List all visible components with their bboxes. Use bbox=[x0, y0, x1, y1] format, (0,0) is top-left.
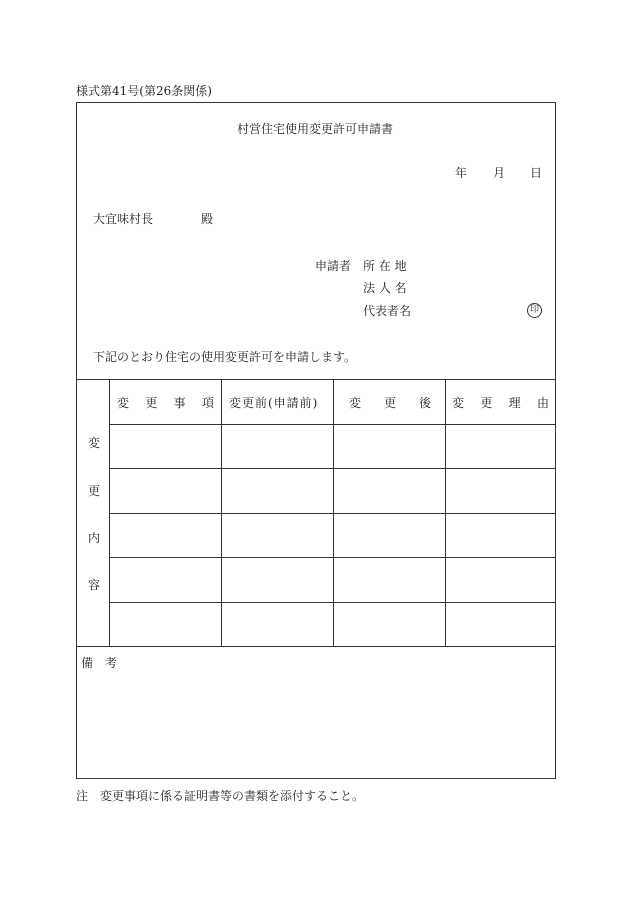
corp-name-label: 法 人 名 bbox=[363, 281, 407, 295]
applicant-label: 申請者 bbox=[315, 259, 352, 273]
header-char: 後 bbox=[418, 396, 431, 410]
addressee-honorific: 殿 bbox=[201, 212, 214, 226]
address-label: 所 在 地 bbox=[363, 259, 407, 273]
section-label-char-4: 容 bbox=[88, 578, 101, 592]
header-change-reason bbox=[452, 396, 549, 410]
header-char: 項 bbox=[201, 396, 214, 410]
table-bottom-line bbox=[76, 646, 556, 647]
date-day: 日 bbox=[530, 166, 543, 180]
header-char: 更 bbox=[383, 396, 396, 410]
footnote: 注 変更事項に係る証明書等の書類を添付すること。 bbox=[76, 789, 365, 803]
row-line-4 bbox=[109, 602, 556, 603]
header-bottom-line bbox=[109, 424, 556, 425]
date-month: 月 bbox=[493, 166, 506, 180]
header-char: 変 bbox=[117, 396, 130, 410]
addressee-name: 大宜味村長 bbox=[93, 212, 154, 226]
date-year: 年 bbox=[455, 166, 468, 180]
header-before-change: 変更前(申請前) bbox=[229, 396, 319, 410]
form-outer-border bbox=[76, 102, 556, 779]
header-char: 理 bbox=[508, 396, 521, 410]
section-label-char-2: 更 bbox=[88, 484, 101, 498]
row-line-1 bbox=[109, 468, 556, 469]
row-line-2 bbox=[109, 513, 556, 514]
section-label-char-3: 内 bbox=[88, 531, 101, 545]
header-after-change bbox=[349, 396, 431, 410]
section-label-char-1: 変 bbox=[88, 436, 101, 450]
seal-mark: 印 bbox=[527, 303, 542, 318]
request-text: 下記のとおり住宅の使用変更許可を申請します。 bbox=[93, 350, 357, 364]
header-change-item bbox=[117, 396, 214, 410]
header-char: 変 bbox=[452, 396, 465, 410]
representative-label: 代表者名 bbox=[363, 304, 412, 318]
remarks-label: 備 考 bbox=[81, 656, 118, 670]
header-char: 由 bbox=[536, 396, 549, 410]
header-char: 変 bbox=[349, 396, 362, 410]
header-char: 更 bbox=[145, 396, 158, 410]
document-title: 村営住宅使用変更許可申請書 bbox=[237, 122, 394, 136]
table-top-line bbox=[76, 379, 556, 380]
header-char: 更 bbox=[480, 396, 493, 410]
header-char: 事 bbox=[173, 396, 186, 410]
row-line-3 bbox=[109, 557, 556, 558]
form-number: 様式第41号(第26条関係) bbox=[76, 84, 212, 98]
